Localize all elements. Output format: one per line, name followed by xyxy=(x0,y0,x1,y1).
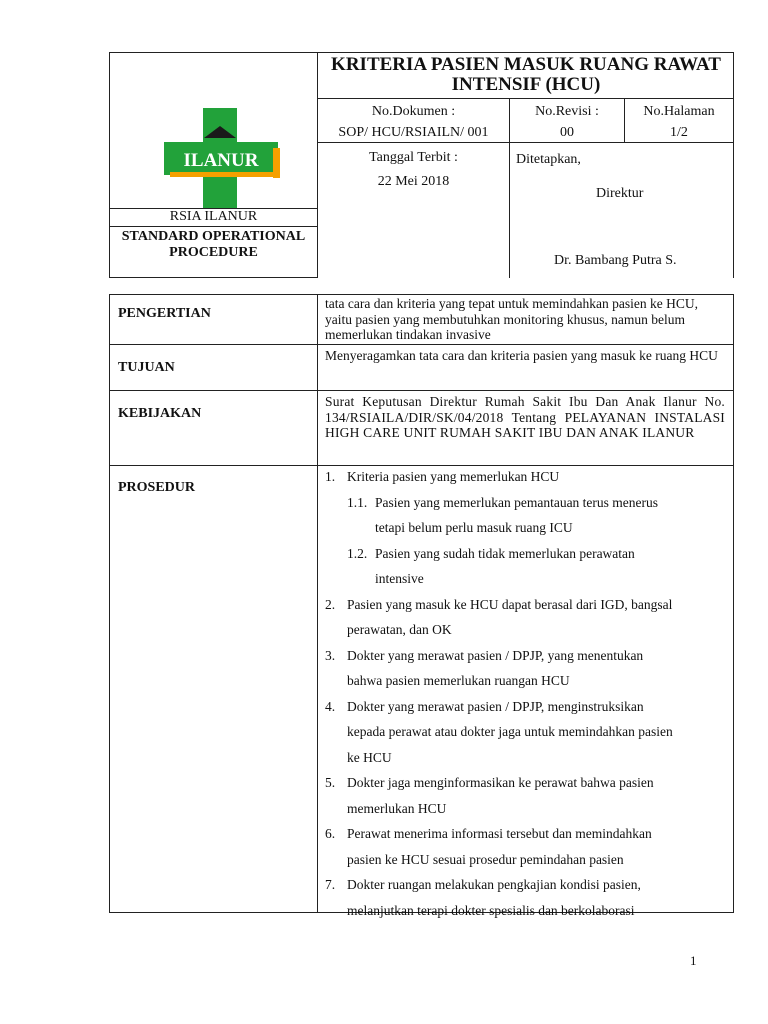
director-name: Dr. Bambang Putra S. xyxy=(554,253,677,268)
pengertian-text: tata cara dan kriteria yang tepat untuk memindahkan pasien ke HCU, yaitu pasien yang membutuhkan monitoring khusus, namun belum memerlukan tindakan invasive xyxy=(325,296,698,342)
revision-label: No.Revisi : xyxy=(535,104,599,119)
procedure-line: memerlukan HCU xyxy=(347,800,447,816)
procedure-line: kepada perawat atau dokter jaga untuk memindahkan pasien xyxy=(347,724,673,739)
doc-number-value: SOP/ HCU/RSIAILN/ 001 xyxy=(338,125,489,140)
procedure-line: Dokter yang merawat pasien / DPJP, menginstruksikan xyxy=(347,698,644,714)
page-number: 1 xyxy=(690,953,697,968)
page-label: No.Halaman xyxy=(643,104,715,119)
revision-value: 00 xyxy=(560,125,574,140)
document-title: KRITERIA PASIEN MASUK RUANG RAWAT INTENSIF (HCU) xyxy=(331,54,721,95)
procedure-line: Pasien yang memerlukan pemantauan terus menerus xyxy=(375,494,659,510)
procedure-number: 3. xyxy=(325,647,336,663)
procedure-number: 5. xyxy=(325,775,336,790)
procedure-number: 2. xyxy=(325,596,336,612)
procedure-number: 1. xyxy=(325,469,336,484)
procedure-line: Pasien yang masuk ke HCU dapat berasal dari IGD, bangsal xyxy=(347,596,673,612)
approved-label: Ditetapkan, xyxy=(516,152,581,167)
hospital-logo xyxy=(160,106,286,210)
procedure-number: 6. xyxy=(325,826,336,841)
page-value: 1/2 xyxy=(670,125,688,140)
tujuan-label: TUJUAN xyxy=(118,360,175,375)
sop-label: STANDARD OPERATIONAL PROCEDURE xyxy=(121,229,306,260)
procedure-line: bahwa pasien memerlukan ruangan HCU xyxy=(347,673,570,688)
director-label: Direktur xyxy=(596,186,644,201)
procedure-number: 4. xyxy=(325,698,336,714)
procedure-line: Dokter jaga menginformasikan ke perawat bahwa pasien xyxy=(347,775,654,790)
kebijakan-label: KEBIJAKAN xyxy=(118,406,202,421)
procedure-line: Pasien yang sudah tidak memerlukan perawatan xyxy=(375,545,635,561)
procedure-line: pasien ke HCU sesuai prosedur pemindahan pasien xyxy=(347,851,624,867)
procedure-line: intensive xyxy=(375,571,424,586)
procedure-line: ke HCU xyxy=(347,749,392,765)
pengertian-label: PENGERTIAN xyxy=(118,306,211,321)
procedure-line: Perawat menerima informasi tersebut dan memindahkan xyxy=(347,826,652,841)
procedure-number: 1.1. xyxy=(347,494,368,510)
tujuan-text: Menyeragamkan tata cara dan kriteria pasien yang masuk ke ruang HCU xyxy=(325,348,718,363)
cross-logo-icon xyxy=(160,106,286,210)
procedure-number: 7. xyxy=(325,877,336,892)
procedure-line: tetapi belum perlu masuk ruang ICU xyxy=(375,520,573,535)
procedure-line: Kriteria pasien yang memerlukan HCU xyxy=(347,469,560,484)
kebijakan-text: Surat Keputusan Direktur Rumah Sakit Ibu Dan Anak Ilanur No. 134/RSIAILA/DIR/SK/04/2018 Tentang PELAYANAN INSTALASI HIGH CARE UNIT RUMAH SAKIT IBU DAN ANAK ILANUR xyxy=(325,394,725,440)
hospital-name: RSIA ILANUR xyxy=(169,209,258,224)
issue-date-label: Tanggal Terbit : xyxy=(369,150,458,165)
procedure-line: Dokter yang merawat pasien / DPJP, yang menentukan xyxy=(347,647,644,663)
procedure-line: melanjutkan terapi dokter spesialis dan berkolaborasi xyxy=(347,902,635,918)
logo-text: ILANUR xyxy=(183,150,259,171)
issue-date-value: 22 Mei 2018 xyxy=(377,174,450,189)
prosedur-label: PROSEDUR xyxy=(118,480,196,495)
doc-number-label: No.Dokumen : xyxy=(371,104,456,119)
procedure-line: Dokter ruangan melakukan pengkajian kondisi pasien, xyxy=(347,877,641,892)
procedure-number: 1.2. xyxy=(347,545,368,561)
procedure-line: perawatan, dan OK xyxy=(347,622,452,637)
